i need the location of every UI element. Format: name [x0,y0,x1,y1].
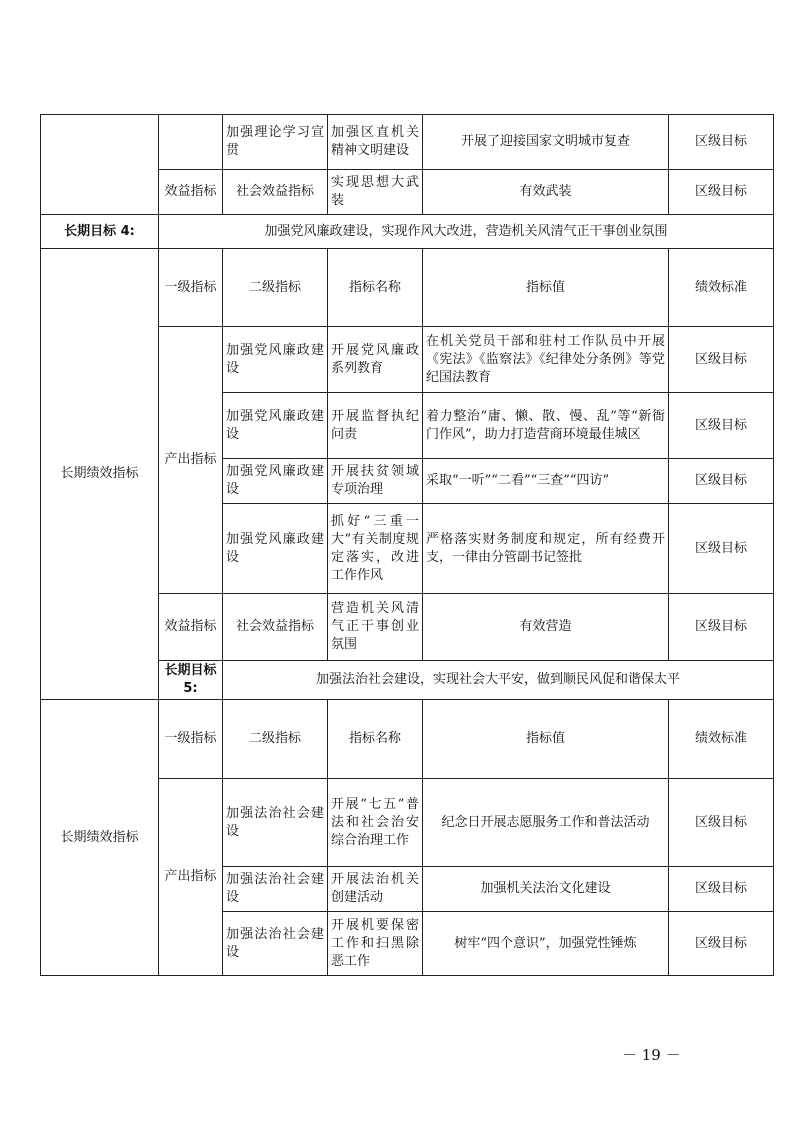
level2-cell: 加强理论学习宣贯 [223,115,328,170]
indicator-name-cell: 开展扶贫领域专项治理 [328,459,423,504]
indicator-name-cell: 开展法治机关创建活动 [328,867,423,912]
header-row [41,249,774,327]
indicator-name-cell: 抓好“三重一大”有关制度规定落实，改进工作作风 [328,504,423,594]
goal-label: 长期目标 4: [41,215,159,249]
level2-cell: 加强党风廉政建设 [223,504,328,594]
header-value: 指标值 [423,700,669,779]
standard-cell: 区级目标 [669,115,774,170]
section-label-cell: 长期绩效指标 [41,700,159,976]
section-label-cell: 长期绩效指标 [41,249,159,700]
header-level2: 二级指标 [223,249,328,327]
indicator-value-cell: 加强机关法治文化建设 [423,867,669,912]
indicator-value-cell: 开展了迎接国家文明城市复查 [423,115,669,170]
header-name: 指标名称 [328,700,423,779]
goal-row [41,215,774,249]
table-row [41,115,774,170]
level2-cell: 社会效益指标 [223,170,328,215]
level1-cell [159,115,223,170]
level2-cell: 加强党风廉政建设 [223,459,328,504]
standard-cell: 区级目标 [669,779,774,867]
level1-cell: 产出指标 [159,327,223,594]
indicator-name-cell: 营造机关风清气正干事创业氛围 [328,594,423,661]
indicator-name-cell: 开展“七五”普法和社会治安综合治理工作 [328,779,423,867]
level1-cell: 效益指标 [159,170,223,215]
header-level2: 二级指标 [223,700,328,779]
goal-label: 长期目标 5: [159,661,223,700]
indicator-value-cell: 严格落实财务制度和规定，所有经费开支，一律由分管副书记签批 [423,504,669,594]
standard-cell: 区级目标 [669,867,774,912]
level2-cell: 加强法治社会建设 [223,779,328,867]
level1-cell: 产出指标 [159,779,223,976]
level2-cell: 加强法治社会建设 [223,912,328,976]
indicator-value-cell: 树牢“四个意识”，加强党性锤炼 [423,912,669,976]
level1-cell: 效益指标 [159,594,223,661]
level2-cell: 加强法治社会建设 [223,867,328,912]
indicator-value-cell: 采取“一听”“二看”“三查”“四访” [423,459,669,504]
header-level1: 一级指标 [159,700,223,779]
goal-text: 加强党风廉政建设，实现作风大改进，营造机关风清气正干事创业氛围 [159,215,774,249]
standard-cell: 区级目标 [669,594,774,661]
indicator-value-cell: 纪念日开展志愿服务工作和普法活动 [423,779,669,867]
header-standard: 绩效标准 [669,700,774,779]
header-name: 指标名称 [328,249,423,327]
standard-cell: 区级目标 [669,459,774,504]
indicator-name-cell: 加强区直机关精神文明建设 [328,115,423,170]
indicator-value-cell: 在机关党员干部和驻村工作队员中开展《宪法》《监察法》《纪律处分条例》等党纪国法教育 [423,327,669,393]
section-label-cell [41,115,159,215]
level2-cell: 加强党风廉政建设 [223,327,328,393]
header-standard: 绩效标准 [669,249,774,327]
level2-cell: 加强党风廉政建设 [223,393,328,459]
header-level1: 一级指标 [159,249,223,327]
standard-cell: 区级目标 [669,912,774,976]
standard-cell: 区级目标 [669,170,774,215]
level2-cell: 社会效益指标 [223,594,328,661]
standard-cell: 区级目标 [669,393,774,459]
header-value: 指标值 [423,249,669,327]
indicator-name-cell: 开展监督执纪问责 [328,393,423,459]
indicator-value-cell: 有效营造 [423,594,669,661]
page-number: － 19 － [622,1046,681,1064]
indicator-value-cell: 着力整治“庸、懒、散、慢、乱”等“新衙门作风”，助力打造营商环境最佳城区 [423,393,669,459]
indicator-name-cell: 开展党风廉政系列教育 [328,327,423,393]
header-row [41,700,774,779]
indicator-name-cell: 实现思想大武装 [328,170,423,215]
standard-cell: 区级目标 [669,504,774,594]
performance-table [40,114,774,976]
indicator-name-cell: 开展机要保密工作和扫黑除恶工作 [328,912,423,976]
indicator-value-cell: 有效武装 [423,170,669,215]
goal-text: 加强法治社会建设，实现社会大平安，做到顺民风促和谐保太平 [223,661,774,700]
standard-cell: 区级目标 [669,327,774,393]
